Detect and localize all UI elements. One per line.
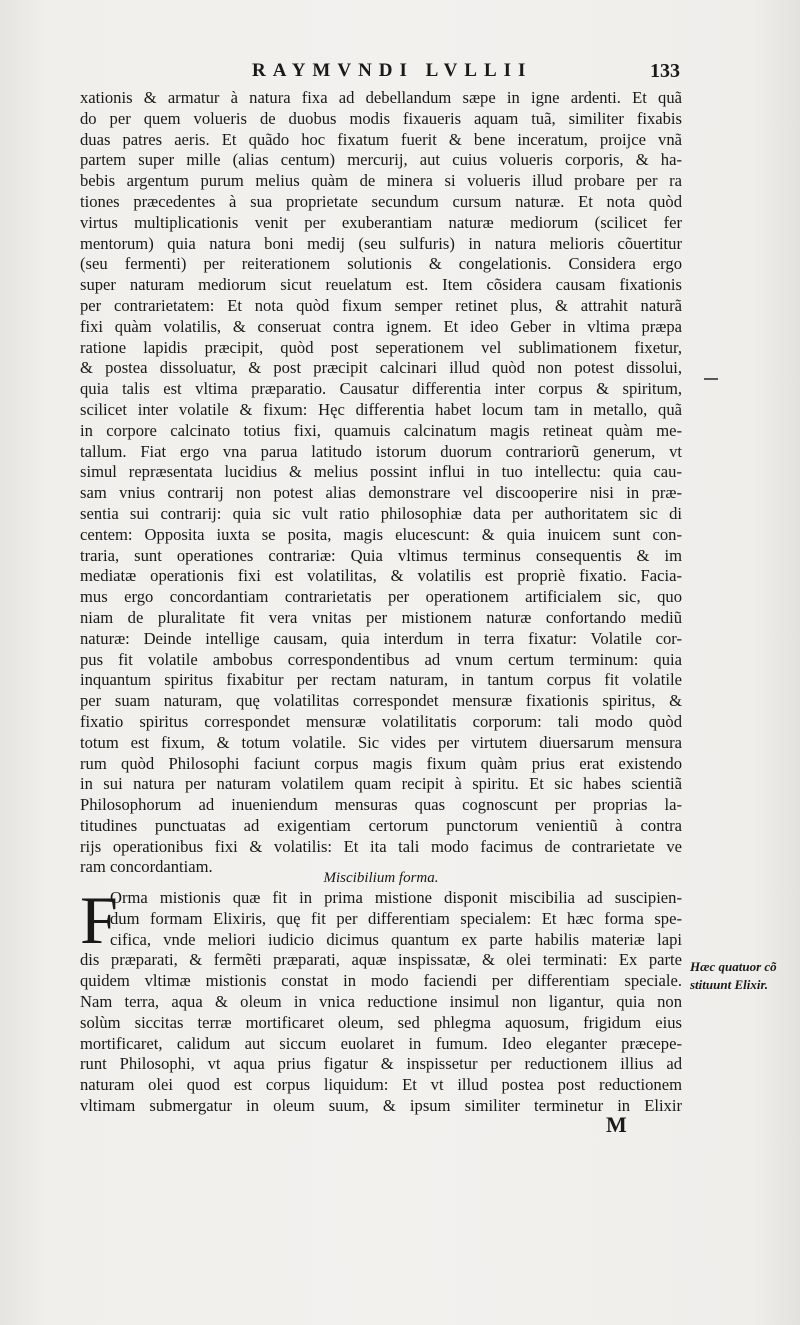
text-line: Philosophorum ad inueniendum mensuras quas cognoscunt per proprias la-: [80, 795, 682, 815]
text-line: Orma mistionis quæ fit in prima mistione disponit miscibilia ad suscipien-: [110, 888, 682, 907]
text-line: & postea dissoluatur, & post præcipit calcinari illud quòd non potest dissolui,: [80, 358, 682, 378]
text-line: ram concordantiam.: [80, 857, 213, 877]
text-line: scilicet inter volatile & fixum: Hęc differentia habet locum tam in metallo, quã: [80, 399, 682, 419]
text-line: centem: Opposita iuxta se posita, magis elucescunt: & quia inuicem sunt con-: [80, 524, 682, 544]
text-line: tiones præcedentes à sua proprietate secundum cursum naturæ. Et nota quòd: [80, 191, 682, 211]
text-line: dum formam Elixiris, quę fit per differentiam specialem: Et hæc forma spe-: [110, 908, 682, 928]
text-line: totum est fixum, & totum volatile. Sic vides per virtutem diuersarum mensura: [80, 732, 682, 752]
text-line: runt Philosophi, vt aqua prius figatur & inspissetur per reductionem illius ad: [80, 1054, 682, 1074]
text-line: xationis & armatur à natura fixa ad debellandum sæpe in igne ardenti. Et quã: [80, 88, 682, 107]
drop-capital: F: [80, 882, 118, 958]
main-text-block: [80, 88, 682, 878]
text-line: vltimam submergatur in oleum suum, & ipsum similiter terminetur in Elixir: [80, 1095, 682, 1115]
text-line: mortificaret, calidum aut siccum euolaret in fumum. Ideo eleganter præcepe-: [80, 1033, 682, 1053]
page-header: [82, 60, 680, 88]
text-line: cifica, vnde meliori iudicio dicimus quantum ex parte habilis materiæ lapi: [110, 929, 682, 949]
text-line: partem super mille (alias centum) mercurij, aut cuius volueris corporis, & ha-: [80, 150, 682, 170]
text-line: do per quem volueris de duobus modis fixaueris aquam tuã, similiter fixabis: [80, 108, 682, 128]
text-line: per contrarietatem: Et nota quòd fixum semper retinet plus, & attrahit naturã: [80, 295, 682, 315]
text-line: mentorum) quia natura boni medij (seu sulfuris) in natura melioris cõuertitur: [80, 233, 682, 253]
text-line: in corpore calcinato totius fixi, quamuis calcinatum magis retineat quàm me-: [80, 420, 682, 440]
section-text-block: [80, 882, 682, 1117]
text-line: sentia sui contrarij: quia sic vult ratio philosophiæ data per authoritatem sic di: [80, 503, 682, 523]
text-line: niam de pluralitate fit vera vnitas per mistionem naturæ confortando mediũ: [80, 607, 682, 627]
text-line: super naturam mediorum sicut reuelatum est. Item cõsidera causam fixationis: [80, 275, 682, 295]
text-line: ratione lapidis præcipit, quòd post seperationem vel sublimationem fixetur,: [80, 337, 682, 357]
text-line: traria, sunt operationes contrariæ: Quia vltimus terminus consequentis & im: [80, 545, 682, 565]
text-line: duas patres aeris. Et quãdo hoc fixatum fuerit & bene inceratum, proijce vnã: [80, 129, 682, 149]
text-line: per suam naturam, quę volatilitas correspondet mensuræ fixationis spiritus, &: [80, 691, 682, 711]
margin-note-line: Hæc quatuor cõ: [690, 959, 777, 974]
text-line: in sui natura per naturam volatilem quam recipit à spiritu. Et sic habes scientiã: [80, 774, 682, 794]
running-title: RAYMVNDI LVLLII: [252, 60, 533, 81]
text-line: mediatæ operationis fixi est volatilitas, & volatilis est propriè fixatio. Facia-: [80, 566, 682, 586]
text-line: fixi quàm volatilis, & conseruat contra ignem. Et ideo Geber in vltima præpa: [80, 316, 682, 336]
text-line: rijs operationibus fixi & volatilis: Et ita tali modo facimus de contrarietate ve: [80, 836, 682, 856]
text-line: sam vnius contrarij non potest alias demonstrare vel discooperire nisi in præ-: [80, 483, 682, 503]
text-line: solùm siccitas terræ mortificaret oleum, sed phlegma aquosum, frigidum eius: [80, 1012, 682, 1032]
text-line: mus ergo concordantiam contrarietatis per operationem artificialem sic, quo: [80, 587, 682, 607]
text-line: Nam terra, aqua & oleum in vnica reductione insimul non ligantur, quia non: [80, 991, 682, 1011]
text-line: quidem vltimæ mistionis constat in modo faciendi per differentiam speciale.: [80, 971, 682, 991]
section-heading: Miscibilium forma.: [323, 870, 439, 886]
text-line: rum quòd Philosophi faciunt corpus magis fixum quàm prius erat existendo: [80, 753, 682, 773]
text-line: quia talis est vltima præparatio. Causatur differentia inter corpus & spiritum,: [80, 379, 682, 399]
text-line: naturæ: Deinde intellige causam, quia interdum in terra fixatur: Volatile cor-: [80, 628, 682, 648]
page-number: 133: [650, 60, 680, 82]
margin-note-line: stituunt Elixir.: [690, 977, 769, 992]
text-line: dis præparati, & fermẽti præparati, aquæ inspissatæ, & olei terminati: Ex parte: [80, 950, 682, 970]
margin-note: [690, 958, 790, 994]
text-line: virtus multiplicationis venit per exuberantiam naturæ mediorum (scilicet fer: [80, 212, 682, 232]
text-line: bebis argentum purum melius quàm de minera si volueris illud probare per ra: [80, 171, 682, 191]
text-line: tallum. Fiat ergo vna parua latitudo istorum duorum contrariorũ generum, vt: [80, 441, 682, 461]
margin-dash-mark: [704, 378, 718, 380]
text-line: (seu fermenti) per reiterationem solutionis & congelationis. Considera ergo: [80, 254, 682, 274]
text-line: inquantum spiritus fixabitur per rectam naturam, in tantum corpus fit volatile: [80, 670, 682, 690]
text-line: simul repræsentata lucidius & melius possint influi in tuo intellectu: quia cau-: [80, 462, 682, 482]
signature-mark: M: [606, 1112, 628, 1137]
text-line: titudines punctuatas ad exigentiam certorum punctorum venientiũ à contra: [80, 815, 682, 835]
text-line: naturam olei quod est corpus liquidum: Et vt illud postea post reductionem: [80, 1075, 682, 1095]
text-line: pus fit volatile ambobus correspondentibus ad vnum certum terminum: quia: [80, 649, 682, 669]
text-line: fixatio spiritus correspondet mensuræ volatilitatis corporum: tali modo quòd: [80, 711, 682, 731]
